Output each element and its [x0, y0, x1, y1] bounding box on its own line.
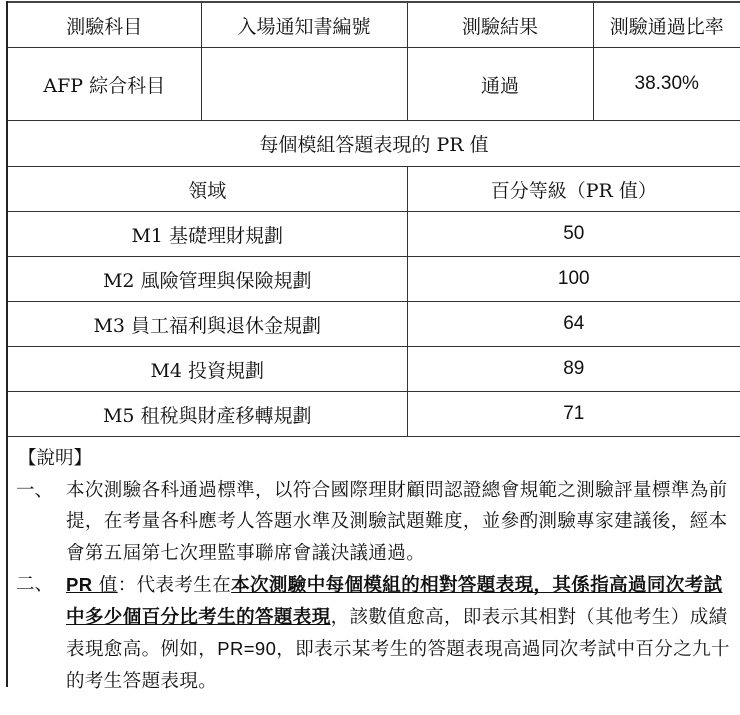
- pr-example: PR=90: [217, 638, 277, 659]
- module-pr: 64: [407, 302, 740, 347]
- pr-row: [8, 212, 740, 257]
- pr-row: [8, 347, 740, 392]
- pr-table-title: 每個模組答題表現的 PR 值: [8, 121, 740, 167]
- notes-section: [8, 437, 740, 692]
- pr-emphasis: 本次測驗中每個模組的相對答題表現，其係指高過同次考試中多少個百分比考生的答題表現: [66, 575, 723, 628]
- summary-header-row: [8, 2, 740, 48]
- admission-no-cell: [201, 48, 407, 121]
- header-pr: 百分等級（PR 值）: [407, 167, 740, 212]
- module-pr: 89: [407, 347, 740, 392]
- module-name: M5 租稅與財產移轉規劃: [8, 392, 407, 437]
- note-number: 一、: [16, 479, 54, 501]
- pr-row: [8, 257, 740, 302]
- note-item-1: [16, 475, 732, 570]
- note-number: 二、: [16, 574, 54, 595]
- pass-rate-cell: 38.30%: [593, 48, 740, 121]
- header-subject: 測驗科目: [8, 2, 201, 48]
- module-pr: 100: [407, 257, 740, 302]
- note-item-2: [16, 569, 732, 697]
- pr-term-suffix: 值: [92, 575, 118, 596]
- module-name: M2 風險管理與保險規劃: [8, 257, 407, 302]
- note-text: 本次測驗各科通過標準，以符合國際理財顧問認證總會規範之測驗評量標準為前提，在考量各科應考人答題水準及測驗試題難度，並參酌測驗專家建議後，經本會第五屆第七次理監事聯席會議決議通過。: [66, 479, 728, 564]
- header-domain: 領域: [8, 167, 407, 212]
- pr-row: [8, 302, 740, 347]
- pr-rest-2: ，即表示某考生的答題表現高過同次考試中百分之九十的考生答題表現。: [66, 639, 730, 692]
- summary-table: [8, 1, 740, 121]
- module-pr: 71: [407, 392, 740, 437]
- header-result: 測驗結果: [407, 2, 593, 48]
- header-pass-rate: 測驗通過比率: [593, 2, 740, 48]
- module-pr: 50: [407, 212, 740, 257]
- pr-header-row: [8, 167, 740, 212]
- module-name: M4 投資規劃: [8, 347, 407, 392]
- module-name: M3 員工福利與退休金規劃: [8, 302, 407, 347]
- notes-title: 【說明】: [18, 448, 93, 469]
- pr-title-row: [8, 121, 740, 167]
- pr-colon-text: ：代表考生在: [117, 575, 232, 596]
- score-report: [6, 1, 740, 692]
- pr-table: [8, 120, 740, 437]
- pr-rest-1: ，該數值愈高，即表示其相對（其他考生）成績表現愈高。例如，: [66, 606, 728, 660]
- module-name: M1 基礎理財規劃: [8, 212, 407, 257]
- subject-cell: AFP 綜合科目: [8, 48, 201, 121]
- result-cell: 通過: [407, 48, 593, 121]
- pr-row: [8, 392, 740, 437]
- header-admission-no: 入場通知書編號: [201, 2, 407, 48]
- note-text: [66, 569, 732, 697]
- pr-term: PR: [66, 574, 93, 595]
- summary-data-row: [8, 48, 740, 121]
